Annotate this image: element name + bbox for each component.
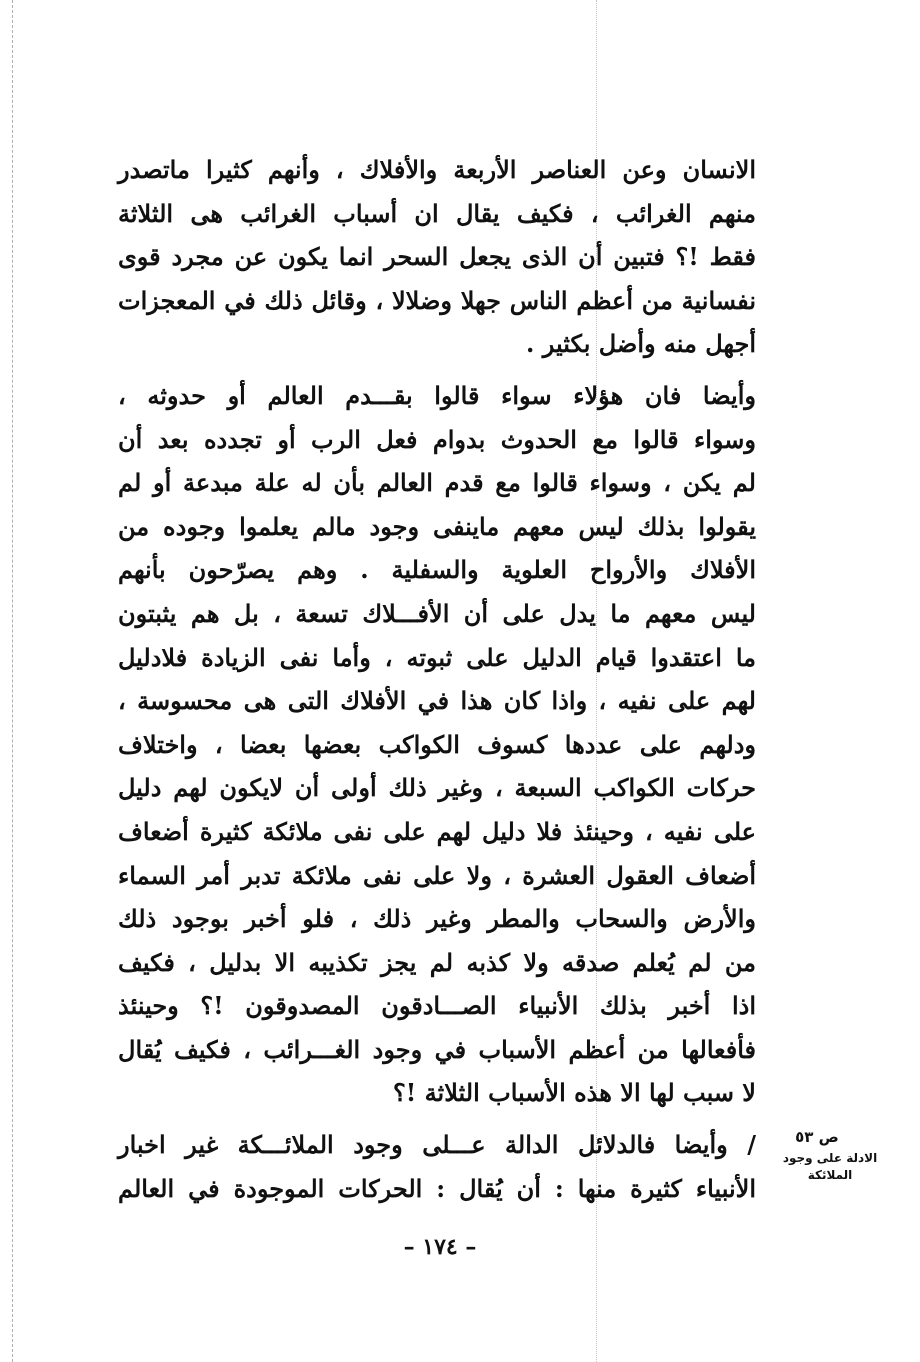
text-line: حركات الكواكب السبعة ، وغير ذلك أولى أن لايكون لهم دليل	[118, 773, 756, 803]
body-text	[118, 148, 756, 1210]
text-line: وسواء قالوا مع الحدوث بدوام فعل الرب أو تجدده بعد أن	[118, 424, 756, 454]
margin-topic-note	[782, 1150, 878, 1184]
paragraph-gap	[118, 366, 756, 374]
text-line: منهم الغرائب ، فكيف يقال ان أسباب الغرائب هى الثلاثة	[118, 198, 756, 228]
text-line: ليس معهم ما يدل على أن الأفـــلاك تسعة ، بل هم يثبتون	[118, 598, 756, 628]
text-line: فأفعالها من أعظم الأسباب في وجود الغـــرائب ، فكيف يُقال	[118, 1034, 756, 1064]
text-line: الأنبياء كثيرة منها : أن يُقال : الحركات الموجودة في العالم	[118, 1173, 756, 1203]
text-line: اذا أخبر بذلك الأنبياء الصـــادقون المصدوقون !؟ وحينئذ	[118, 991, 756, 1021]
paragraph-3	[118, 1123, 756, 1210]
margin-topic-line: الملائكة	[807, 1168, 853, 1182]
text-line: نفسانية من أعظم الناس جهلا وضلالا ، وقائل ذلك في المعجزات	[118, 285, 756, 315]
text-line: الأفلاك والأرواح العلوية والسفلية . وهم يصرّحون بأنهم	[118, 555, 756, 585]
text-line: لهم على نفيه ، واذا كان هذا في الأفلاك التى هى محسوسة ،	[118, 686, 756, 716]
text-line: أجهل منه وأضل بكثير .	[526, 329, 756, 359]
text-line: ودلهم على عددها كسوف الكواكب بعضها بعضا ، واختلاف	[118, 729, 756, 759]
text-line: / وأيضا فالدلائل الدالة عـــلى وجود الملائـــكة غير اخبار	[118, 1130, 756, 1160]
text-line: ما اعتقدوا قيام الدليل على ثبوته ، وأما نفى الزيادة فلادليل	[118, 642, 756, 672]
text-line: لم يكن ، وسواء قالوا مع قدم العالم بأن له علة مبدعة أو لم	[118, 468, 756, 498]
text-line: من لم يُعلم صدقه ولا كذبه لم يجز تكذيبه الا بدليل ، فكيف	[118, 947, 756, 977]
paragraph-gap	[118, 1115, 756, 1123]
text-line: على نفيه ، وحينئذ فلا دليل لهم على نفى ملائكة كثيرة أضعاف	[118, 816, 756, 846]
margin-page-reference: ص ٥٣	[795, 1128, 839, 1146]
scan-left-edge	[12, 0, 14, 1362]
text-line: الانسان وعن العناصر الأربعة والأفلاك ، وأنهم كثيرا ماتصدر	[118, 155, 756, 184]
margin-topic-line: الادلة على وجود	[782, 1151, 878, 1165]
page-number: – ١٧٤ –	[403, 1234, 477, 1260]
text-line: والأرض والسحاب والمطر وغير ذلك ، فلو أخبر بوجود ذلك	[118, 904, 756, 934]
paragraph-2	[118, 374, 756, 1115]
text-line: يقولوا بذلك ليس معهم ماينفى وجود مالم يعلموا وجوده من	[118, 511, 756, 541]
text-line: لا سبب لها الا هذه الأسباب الثلاثة !؟	[393, 1078, 756, 1108]
paragraph-1	[118, 148, 756, 366]
text-line: وأيضا فان هؤلاء سواء قالوا بقـــدم العالم أو حدوثه ،	[118, 380, 756, 410]
text-line: فقط !؟ فتبين أن الذى يجعل السحر انما يكون عن مجرد قوى	[118, 242, 756, 272]
text-line: أضعاف العقول العشرة ، ولا على نفى ملائكة تدبر أمر السماء	[118, 860, 756, 890]
